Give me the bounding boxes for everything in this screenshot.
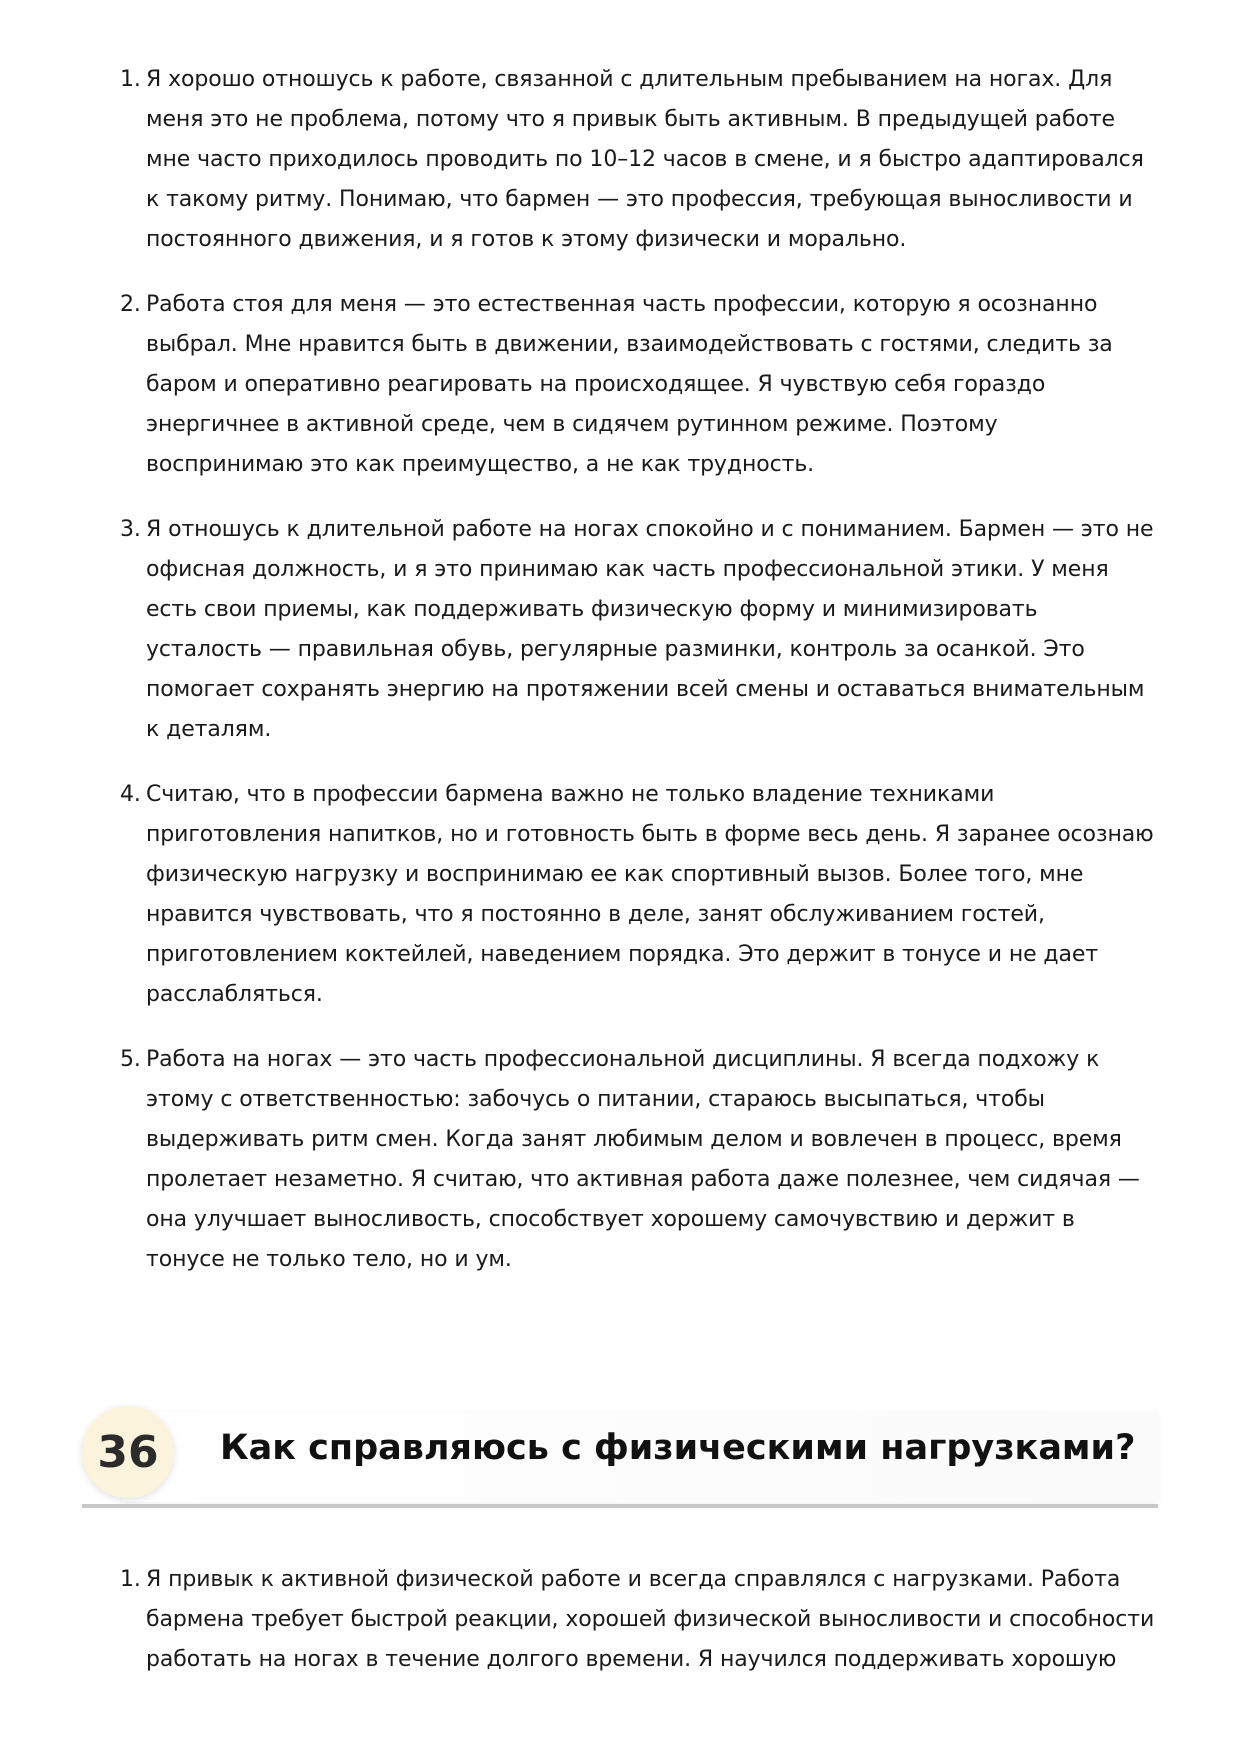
list-item-number: 2. xyxy=(120,292,141,317)
answer-list-current-question xyxy=(120,1560,1160,1705)
list-item-number: 3. xyxy=(120,517,141,542)
list-item xyxy=(120,60,1160,260)
list-item xyxy=(120,1560,1160,1680)
heading-divider xyxy=(82,1504,1158,1508)
list-item-number: 1. xyxy=(120,1567,141,1592)
question-title: Как справляюсь с физическими нагрузками? xyxy=(220,1428,1136,1468)
list-item xyxy=(120,285,1160,485)
list-item-text: Я отношусь к длительной работе на ногах спокойно и с пониманием. Бармен — это не офисная должность, и я это принимаю как часть профессиональной этики. У меня есть свои приемы, как поддерживать физическую форму и минимизировать усталость — правильная обувь, регулярные разминки, контроль за осанкой. Это помогает сохранять энергию на протяжении всей смены и оставаться внимательным к деталям. xyxy=(146,517,1154,742)
answer-list-previous-question xyxy=(120,60,1160,1305)
list-item-number: 1. xyxy=(120,67,141,92)
list-item-number: 4. xyxy=(120,782,141,807)
list-item xyxy=(120,510,1160,750)
list-item-text: Работа стоя для меня — это естественная часть профессии, которую я осознанно выбрал. Мне нравится быть в движении, взаимодействовать с гостями, следить за баром и оперативно реагировать на происходящее. Я чувствую себя гораздо энергичнее в активной среде, чем в сидячем рутинном режиме. Поэтому воспринимаю это как преимущество, а не как трудность. xyxy=(146,292,1113,477)
list-item xyxy=(120,1040,1160,1280)
question-heading xyxy=(82,1400,1158,1508)
list-item-text: Считаю, что в профессии бармена важно не только владение техниками приготовления напитков, но и готовность быть в форме весь день. Я заранее осознаю физическую нагрузку и воспринимаю ее как спортивный вызов. Более того, мне нравится чувствовать, что я постоянно в деле, занят обслуживанием гостей, приготовлением коктейлей, наведением порядка. Это держит в тонусе и не дает расслабляться. xyxy=(146,782,1154,1007)
list-item xyxy=(120,775,1160,1015)
list-item-text: Я хорошо отношусь к работе, связанной с длительным пребыванием на ногах. Для меня это не проблема, потому что я привык быть активным. В предыдущей работе мне часто приходилось проводить по 10–12 часов в смене, и я быстро адаптировался к такому ритму. Понимаю, что бармен — это профессия, требующая выносливости и постоянного движения, и я готов к этому физически и морально. xyxy=(146,67,1144,252)
question-number-badge: 36 xyxy=(82,1406,174,1498)
list-item-text: Работа на ногах — это часть профессиональной дисциплины. Я всегда подхожу к этому с ответственностью: забочусь о питании, стараюсь высыпаться, чтобы выдерживать ритм смен. Когда занят любимым делом и вовлечен в процесс, время пролетает незаметно. Я считаю, что активная работа даже полезнее, чем сидячая — она улучшает выносливость, способствует хорошему самочувствию и держит в тонусе не только тело, но и ум. xyxy=(146,1047,1140,1272)
list-item-number: 5. xyxy=(120,1047,141,1072)
list-item-text: Я привык к активной физической работе и всегда справлялся с нагрузками. Работа бармена требует быстрой реакции, хорошей физической выносливости и способности работать на ногах в течение долгого времени. Я научился поддерживать хорошую xyxy=(146,1567,1155,1672)
